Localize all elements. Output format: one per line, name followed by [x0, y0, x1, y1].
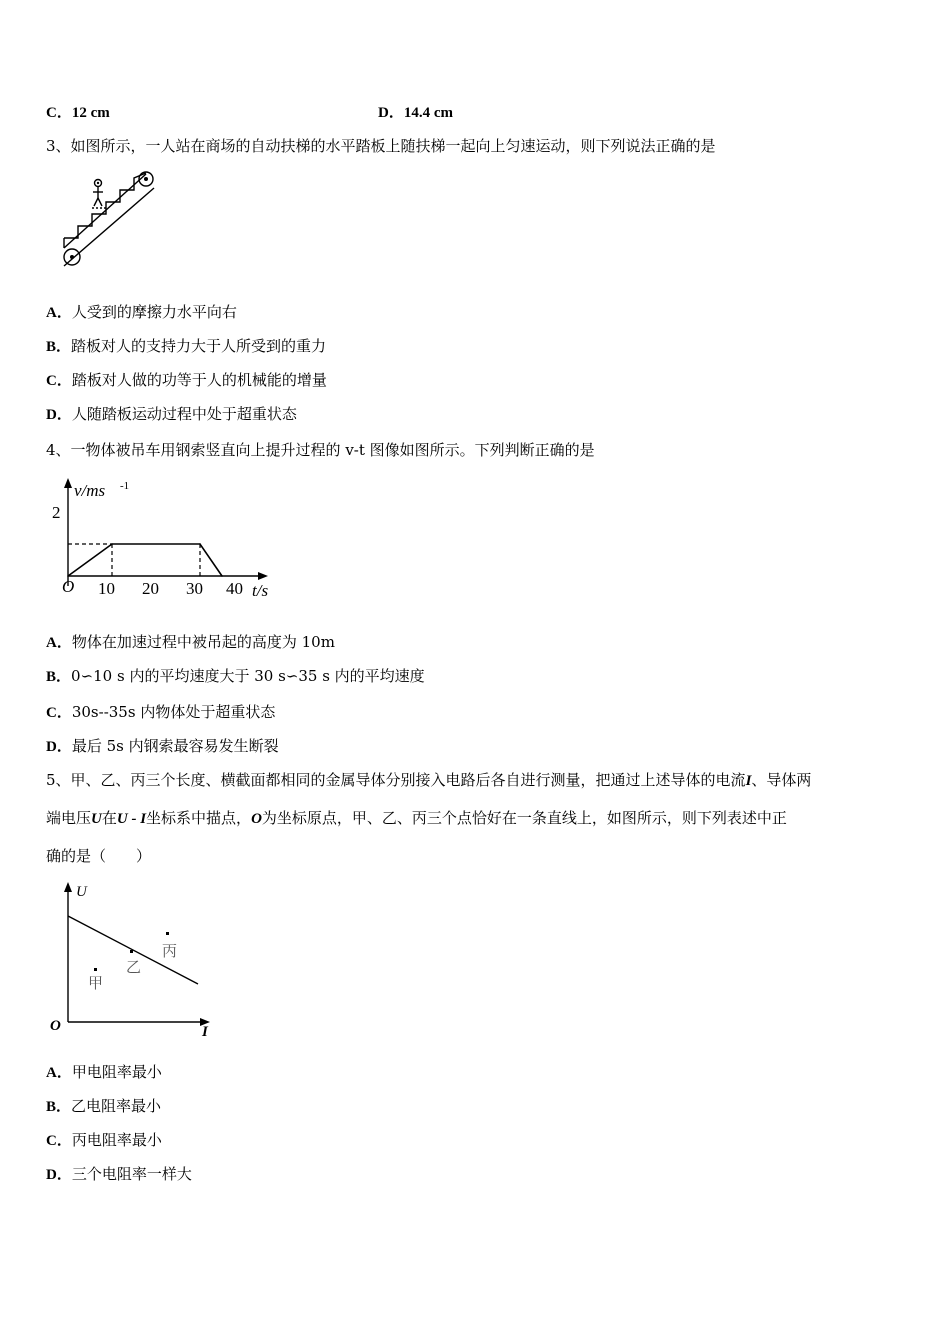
- q3-stem: 3、如图所示，一人站在商场的自动扶梯的水平踏板上随扶梯一起向上匀速运动，则下列说法正确的是: [46, 137, 716, 155]
- option-text: 人受到的摩擦力水平向右: [71, 303, 237, 321]
- q4-option-c: [46, 702, 275, 723]
- point-jia-marker: [94, 968, 97, 971]
- q3-option-a: [46, 302, 237, 323]
- ui-x-label: I: [202, 1024, 208, 1036]
- q3-option-c: [46, 370, 327, 391]
- vt-origin: O: [62, 577, 75, 596]
- option-label: B．: [46, 339, 72, 355]
- q5-stem-line2: 端电压U在U - I坐标系中描点，O为坐标原点，甲、乙、丙三个点恰好在一条直线上，如图所示，则下列表述中正: [46, 809, 787, 827]
- option-label: C．: [46, 373, 72, 389]
- option-label: D．: [46, 407, 72, 423]
- option-label: C．: [46, 105, 72, 121]
- option-label: A．: [46, 635, 72, 651]
- option-text: 12 cm: [71, 105, 110, 121]
- q4-option-d: [46, 736, 279, 757]
- point-yi-marker: [130, 950, 133, 953]
- vt-y-tick: 2: [52, 503, 61, 522]
- option-text: 乙电阻率最小: [71, 1097, 162, 1115]
- q4-stem: 4、一物体被吊车用钢索竖直向上提升过程的 v-t 图像如图所示。下列判断正确的是: [46, 441, 595, 459]
- vt-y-label: v/ms: [74, 481, 106, 500]
- option-text: 最后 5s 内钢索最容易发生断裂: [71, 737, 279, 755]
- q5-stem-line3: 确的是（ ）: [46, 847, 152, 865]
- option-text: 人随踏板运动过程中处于超重状态: [71, 405, 297, 423]
- option-text: 30s--35s 内物体处于超重状态: [71, 703, 276, 721]
- vt-x-tick: 30: [186, 579, 203, 598]
- option-label: B．: [46, 1099, 72, 1115]
- option-text: 0∽10 s 内的平均速度大于 30 s∽35 s 内的平均速度: [71, 667, 425, 685]
- option-text: 丙电阻率最小: [71, 1131, 162, 1149]
- option-text: 物体在加速过程中被吊起的高度为 10m: [71, 633, 335, 651]
- q3-option-b: [46, 336, 326, 357]
- option-label: B．: [46, 669, 72, 685]
- vt-data-point: [221, 575, 223, 577]
- point-bing-marker: [166, 932, 169, 935]
- option-text: 14.4 cm: [403, 105, 453, 121]
- option-text: 三个电阻率一样大: [71, 1165, 192, 1183]
- q2-option-d: [378, 102, 453, 123]
- vt-x-tick: 40: [226, 579, 243, 598]
- vt-data-point: [67, 575, 69, 577]
- option-label: D．: [46, 1167, 72, 1183]
- q4-option-a: [46, 632, 335, 653]
- vt-x-arrow: [258, 572, 268, 580]
- q4-option-b: [46, 666, 425, 687]
- option-label: A．: [46, 305, 72, 321]
- ui-y-arrow: [64, 882, 72, 892]
- vt-series-line: [68, 544, 222, 576]
- option-label: A．: [46, 1065, 72, 1081]
- vt-data-point: [111, 543, 113, 545]
- option-text: 踏板对人做的功等于人的机械能的增量: [71, 371, 327, 389]
- ui-y-label: U: [76, 884, 87, 900]
- vt-x-label: t/s: [252, 581, 269, 600]
- option-text: 踏板对人的支持力大于人所受到的重力: [71, 337, 327, 355]
- q5-option-b: [46, 1096, 161, 1117]
- option-label: C．: [46, 705, 72, 721]
- vt-x-tick: 10: [98, 579, 115, 598]
- option-label: D．: [46, 739, 72, 755]
- point-bing-label: 丙: [162, 944, 178, 960]
- q2-option-c: [46, 102, 110, 123]
- vt-graph: [46, 476, 286, 606]
- escalator-figure: [54, 168, 164, 268]
- option-text: 甲电阻率最小: [71, 1063, 162, 1081]
- q5-option-a: [46, 1062, 162, 1083]
- q5-option-d: [46, 1164, 192, 1185]
- point-jia-label: 甲: [88, 976, 104, 992]
- vt-y-label-sup: -1: [120, 480, 130, 492]
- q5-stem-line1: 5、甲、乙、丙三个长度、横截面都相同的金属导体分别接入电路后各自进行测量，把通过上述导体的电流I、导体两: [46, 771, 812, 789]
- ui-origin: O: [50, 1018, 61, 1034]
- q5-option-c: [46, 1130, 162, 1151]
- q3-option-d: [46, 404, 297, 425]
- vt-y-arrow: [64, 478, 72, 488]
- ui-graph: [46, 876, 226, 1036]
- vt-data-point: [199, 543, 201, 545]
- vt-x-tick: 20: [142, 579, 159, 598]
- option-label: C．: [46, 1133, 72, 1149]
- option-label: D．: [378, 105, 404, 121]
- point-yi-label: 乙: [126, 960, 142, 976]
